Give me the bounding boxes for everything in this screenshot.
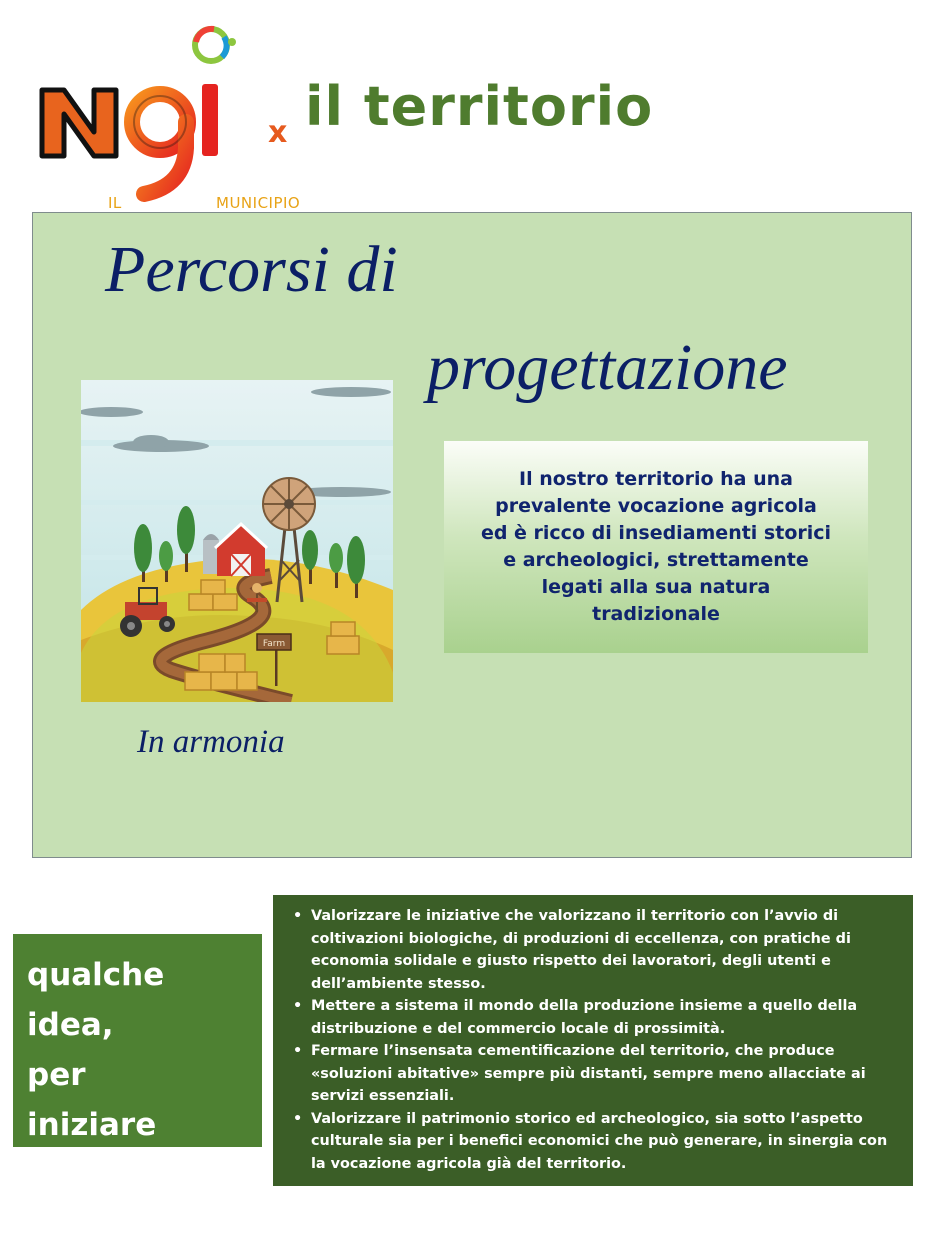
logo-label-municipio: MUNICIPIO: [216, 194, 301, 212]
list-item-line: culturale sia per i benefici economici che può generare, in sinergia con: [311, 1133, 888, 1149]
bullet-icon: •: [293, 908, 303, 924]
farm-landscape-icon: [81, 380, 393, 702]
ideas-heading-line: qualche: [27, 957, 165, 993]
ideas-heading-line: per: [27, 1057, 86, 1093]
callout-line: Il nostro territorio ha una: [519, 468, 793, 491]
callout-line: ed è ricco di insediamenti storici: [480, 522, 832, 545]
bullet-icon: •: [293, 1043, 303, 1059]
ideas-heading-line: iniziare: [27, 1107, 157, 1143]
list-item-line: servizi essenziali.: [311, 1088, 455, 1104]
list-item-line: Valorizzare le iniziative che valorizzano il territorio con l’avvio di: [311, 908, 839, 924]
list-item-line: distribuzione e del commercio locale di prossimità.: [311, 1020, 726, 1037]
list-item-line: Valorizzare il patrimonio storico ed archeologico, sia sotto l’aspetto: [311, 1110, 863, 1127]
ideas-heading-line: idea,: [27, 1007, 114, 1043]
bullet-icon: •: [293, 998, 303, 1014]
panel-subtitle: In armonia: [137, 724, 285, 760]
bullet-icon: •: [293, 1110, 303, 1127]
logo-times-sign: x: [268, 115, 288, 150]
list-item-line: Fermare l’insensata cementificazione del territorio, che produce: [311, 1043, 835, 1059]
callout-line: legati alla sua natura: [541, 575, 771, 598]
logo-label-il: IL: [108, 194, 122, 212]
list-item-line: dell’ambiente stesso.: [311, 975, 486, 992]
ideas-heading-box: [13, 934, 262, 1147]
list-item-line: economia solidale e giusto rispetto dei lavoratori, degli utenti e: [311, 953, 831, 969]
logo-mark-icon: [36, 18, 296, 203]
territory-callout: [444, 441, 868, 653]
callout-line: e archeologici, strettamente: [503, 549, 809, 571]
farm-sign-text: Farm: [262, 639, 286, 649]
list-item: [285, 905, 897, 995]
ideas-list: [285, 905, 897, 1175]
farm-illustration: [81, 380, 393, 702]
list-item-line: la vocazione agricola già del territorio.: [311, 1155, 627, 1172]
callout-text: [481, 466, 831, 628]
panel-title-line-2: progettazione: [427, 331, 788, 404]
main-panel: [32, 212, 912, 858]
list-item-line: Mettere a sistema il mondo della produzione insieme a quello della: [311, 998, 858, 1014]
list-item: [285, 995, 897, 1040]
page-title: il territorio: [305, 75, 654, 138]
list-item: [285, 1040, 897, 1108]
ideas-list-box: [273, 895, 913, 1186]
list-item: [285, 1108, 897, 1176]
panel-title-line-1: Percorsi di: [105, 233, 398, 306]
callout-line: tradizionale: [592, 602, 720, 625]
list-item-line: coltivazioni biologiche, di produzioni di eccellenza, con pratiche di: [311, 930, 851, 947]
callout-line: prevalente vocazione agricola: [495, 495, 817, 518]
list-item-line: «soluzioni abitative» sempre più distanti, sempre meno allacciate ai: [311, 1065, 866, 1082]
logo: [36, 18, 301, 212]
